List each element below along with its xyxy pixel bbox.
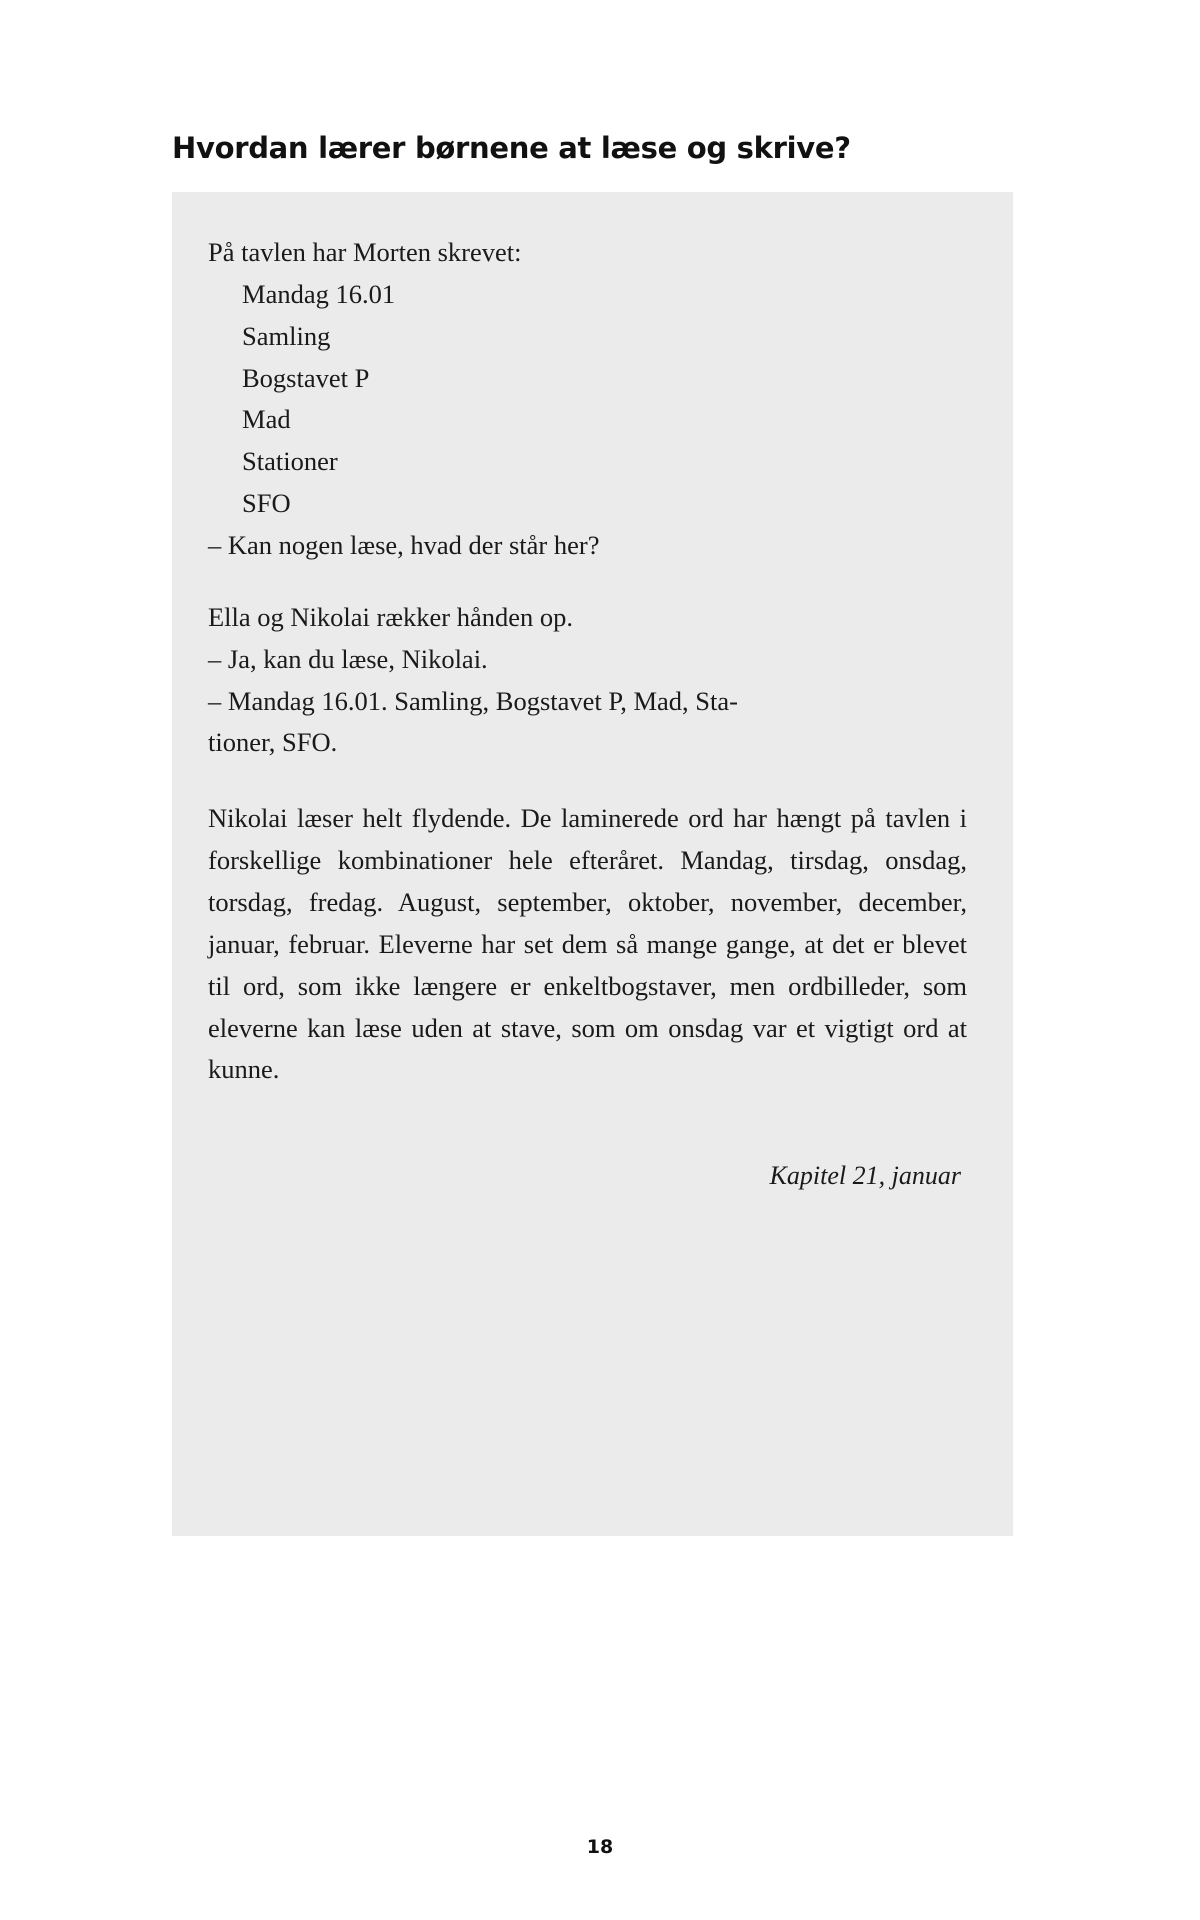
body-paragraph: Nikolai læser helt flydende. De laminerede ord har hængt på tavlen i forskellige kombinationer hele efteråret. Mandag, tirsdag, onsdag, torsdag, fredag. August, september, oktober, november, december, januar, februar. Eleverne har set dem så mange gange, at det er blevet til ord, som ikke længere er enkeltbogstaver, men ordbilleder, som eleverne kan læse uden at stave, som om onsdag var et vigtigt ord at kunne.: [208, 803, 967, 1085]
dialogue-reply-student-continued: tioner, SFO.: [208, 727, 338, 758]
board-line: Bogstavet P: [242, 362, 370, 393]
highlight-box-content: [208, 232, 967, 1196]
board-line: Mandag 16.01: [242, 278, 396, 309]
board-line: Samling: [242, 320, 331, 351]
transcript-question: – Kan nogen læse, hvad der står her?: [208, 530, 600, 561]
dialogue-reply-teacher: – Ja, kan du læse, Nikolai.: [208, 643, 488, 674]
board-line: SFO: [242, 488, 291, 519]
chapter-attribution: Kapitel 21, januar: [769, 1161, 961, 1191]
dialogue-narration: Ella og Nikolai rækker hånden op.: [208, 601, 574, 632]
board-line: Stationer: [242, 446, 338, 477]
page-title: Hvordan lærer børnene at læse og skrive?: [172, 131, 851, 166]
highlight-box: [172, 192, 1013, 1536]
dialogue-reply-student: – Mandag 16.01. Samling, Bogstavet P, Mad, Sta-: [208, 685, 738, 716]
page-number: 18: [586, 1836, 614, 1858]
blackboard-transcript: [208, 232, 967, 567]
transcript-intro: På tavlen har Morten skrevet:: [208, 237, 522, 267]
dialogue-block: [208, 597, 967, 764]
board-line: Mad: [242, 404, 291, 435]
